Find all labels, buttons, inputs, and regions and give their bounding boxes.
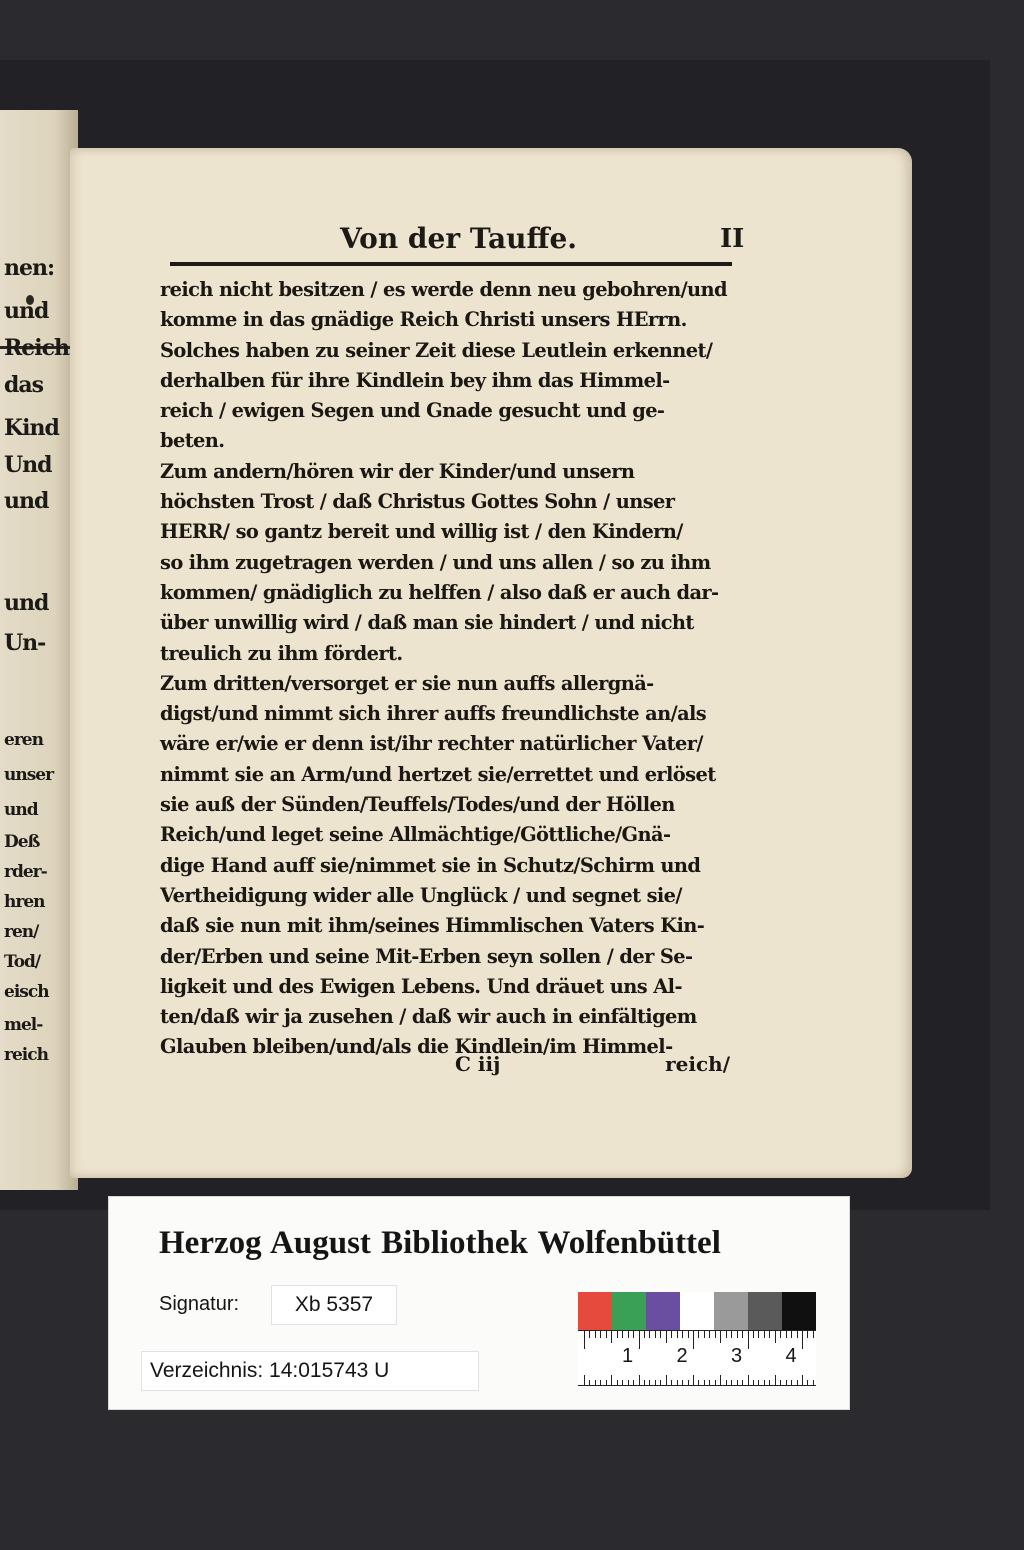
left-page-line: rder- xyxy=(4,862,47,882)
color-swatch xyxy=(782,1292,816,1332)
ruler-tick xyxy=(671,1331,672,1338)
ruler-tick xyxy=(720,1375,721,1385)
ruler-tick xyxy=(704,1380,705,1385)
text-line: nimmt sie an Arm/und hertzet sie/errettet und erlöset xyxy=(160,762,716,786)
ruler-tick xyxy=(791,1331,792,1338)
ruler-tick xyxy=(660,1331,661,1338)
ruler-tick xyxy=(649,1331,650,1338)
ruler-tick xyxy=(769,1380,770,1385)
ruler-tick xyxy=(677,1380,678,1385)
left-page-line: und xyxy=(4,590,49,616)
library-name: Herzog August Bibliothek Wolfenbüttel xyxy=(159,1225,721,1261)
left-page-line: Deß xyxy=(4,832,40,852)
ruler-tick xyxy=(611,1375,612,1385)
ruler-tick xyxy=(807,1380,808,1385)
text-line: komme in das gnädige Reich Christi unsers HErrn. xyxy=(160,308,687,332)
ruler-tick xyxy=(649,1380,650,1385)
left-page-line: hren xyxy=(4,892,45,912)
scale-number: 3 xyxy=(731,1345,743,1367)
ruler-tick xyxy=(628,1380,629,1385)
text-line: Zum andern/hören wir der Kinder/und unsern xyxy=(160,459,635,483)
scale-number: 2 xyxy=(676,1345,688,1367)
left-page-line: Kind xyxy=(4,415,59,441)
ruler-tick xyxy=(704,1331,705,1338)
ruler-tick xyxy=(709,1331,710,1338)
text-line: reich / ewigen Segen und Gnade gesucht und ge- xyxy=(160,399,665,423)
signature-mark: C iij xyxy=(455,1052,501,1076)
text-line: sie auß der Sünden/Teuffels/Todes/und der Höllen xyxy=(160,793,675,817)
color-swatch xyxy=(748,1292,782,1332)
ruler-tick xyxy=(807,1331,808,1338)
ruler-tick xyxy=(589,1331,590,1338)
ruler-tick xyxy=(693,1375,694,1385)
text-line: ten/daß wir ja zusehen / daß wir auch in einfältigem xyxy=(160,1005,697,1029)
text-line: digst/und nimmt sich ihrer auffs freundlichste an/als xyxy=(160,702,707,726)
ruler-tick xyxy=(742,1331,743,1338)
color-swatch xyxy=(612,1292,646,1332)
text-line: HERR/ so gantz bereit und willig ist / den Kindern/ xyxy=(160,520,683,544)
ruler-tick xyxy=(775,1331,776,1343)
ruler-tick xyxy=(595,1331,596,1338)
left-page-line: Un- xyxy=(4,630,46,656)
ruler-tick xyxy=(698,1331,699,1338)
text-line: dige Hand auff sie/nimmet sie in Schutz/Schirm und xyxy=(160,853,701,877)
ruler-tick xyxy=(633,1331,634,1338)
text-line: ligkeit und des Ewigen Lebens. Und dräuet uns Al- xyxy=(160,974,682,998)
ruler-tick xyxy=(797,1331,798,1338)
folio-number: II xyxy=(720,224,745,254)
ruler-tick xyxy=(595,1380,596,1385)
text-line: der/Erben und seine Mit-Erben seyn sollen / der Se- xyxy=(160,944,693,968)
ruler-tick xyxy=(644,1331,645,1338)
color-swatch xyxy=(578,1292,612,1332)
text-line: Glauben bleiben/und/als die Kindlein/im Himmel- xyxy=(160,1035,673,1059)
text-line: über unwillig wird / daß man sie hindert / und nicht xyxy=(160,611,694,635)
left-page-line: eisch xyxy=(4,982,49,1002)
ruler-tick xyxy=(698,1380,699,1385)
left-page-line: Reich xyxy=(4,335,70,361)
ruler-tick xyxy=(666,1331,667,1343)
ruler-tick xyxy=(606,1331,607,1338)
ruler-tick xyxy=(813,1331,814,1338)
ruler-tick xyxy=(748,1375,749,1385)
ruler-tick xyxy=(769,1331,770,1338)
text-line: Zum dritten/versorget er sie nun auffs allergnä- xyxy=(160,671,654,695)
ruler-tick xyxy=(813,1380,814,1385)
ruler-tick xyxy=(780,1380,781,1385)
ruler-tick xyxy=(775,1375,776,1385)
left-page-line: Und xyxy=(4,452,52,478)
ruler-tick xyxy=(802,1375,803,1385)
left-page-line: eren xyxy=(4,730,43,750)
left-page-line: und xyxy=(4,800,38,820)
ruler-tick xyxy=(639,1375,640,1385)
ruler-tick xyxy=(726,1380,727,1385)
ruler-tick xyxy=(600,1331,601,1338)
ruler-tick xyxy=(584,1331,585,1349)
text-line: wäre er/wie er denn ist/ihr rechter natürlicher Vater/ xyxy=(160,732,703,756)
ruler-tick xyxy=(753,1380,754,1385)
head-rule xyxy=(170,262,732,266)
ruler-tick xyxy=(617,1331,618,1338)
color-swatch xyxy=(680,1292,714,1332)
ruler-tick xyxy=(688,1380,689,1385)
ruler-tick xyxy=(584,1375,585,1385)
color-calibration-chart xyxy=(578,1292,816,1332)
ruler-tick xyxy=(600,1380,601,1385)
ruler-tick xyxy=(644,1380,645,1385)
text-line: reich nicht besitzen / es werde denn neu gebohren/und xyxy=(160,278,728,301)
signatur-value: Xb 5357 xyxy=(271,1285,397,1325)
color-swatch xyxy=(714,1292,748,1332)
text-line: treulich zu ihm fördert. xyxy=(160,641,403,665)
running-head: Von der Tauffe. xyxy=(340,222,578,255)
ruler-tick xyxy=(622,1380,623,1385)
scale-ruler xyxy=(578,1330,816,1386)
left-page-line: Tod/ xyxy=(4,952,41,972)
ruler-tick xyxy=(655,1331,656,1338)
ruler-tick xyxy=(742,1380,743,1385)
ruler-tick xyxy=(726,1331,727,1338)
ruler-tick xyxy=(666,1375,667,1385)
text-line: so ihm zugetragen werden / und uns allen / so zu ihm xyxy=(160,550,711,574)
ruler-tick xyxy=(688,1331,689,1338)
ruler-tick xyxy=(748,1331,749,1349)
ruler-tick xyxy=(731,1380,732,1385)
ruler-tick xyxy=(677,1331,678,1338)
ruler-tick xyxy=(737,1380,738,1385)
left-page-line: und xyxy=(4,298,49,324)
ruler-tick xyxy=(715,1331,716,1338)
page-body-text xyxy=(160,275,740,1063)
ruler-tick xyxy=(589,1380,590,1385)
text-line: derhalben für ihre Kindlein bey ihm das Himmel- xyxy=(160,368,670,392)
ruler-tick xyxy=(655,1380,656,1385)
ruler-tick xyxy=(682,1331,683,1338)
ruler-tick xyxy=(780,1331,781,1338)
ruler-tick xyxy=(633,1380,634,1385)
ruler-tick xyxy=(720,1331,721,1343)
text-line: Reich/und leget seine Allmächtige/Göttliche/Gnä- xyxy=(160,823,671,847)
ruler-tick xyxy=(753,1331,754,1338)
ruler-tick xyxy=(611,1331,612,1343)
text-line: kommen/ gnädiglich zu helffen / also daß er auch dar- xyxy=(160,580,719,604)
ruler-tick xyxy=(671,1380,672,1385)
scale-number: 1 xyxy=(622,1345,634,1367)
text-line: höchsten Trost / daß Christus Gottes Sohn / unser xyxy=(160,490,675,514)
ruler-tick xyxy=(758,1331,759,1338)
ruler-tick xyxy=(737,1331,738,1338)
left-page-line: mel- xyxy=(4,1015,43,1035)
ruler-tick xyxy=(617,1380,618,1385)
ruler-tick xyxy=(731,1331,732,1338)
left-page-line: das xyxy=(4,372,44,398)
left-page-line: unser xyxy=(4,765,54,785)
scale-number: 4 xyxy=(785,1345,797,1367)
left-page-line: ren/ xyxy=(4,922,39,942)
left-page-line: und xyxy=(4,488,49,514)
ruler-tick xyxy=(764,1331,765,1338)
ruler-tick xyxy=(709,1380,710,1385)
text-line: Vertheidigung wider alle Unglück / und segnet sie/ xyxy=(160,883,682,907)
left-page-line: reich xyxy=(4,1045,48,1065)
text-line: daß sie nun mit ihm/seines Himmlischen Vaters Kin- xyxy=(160,914,705,938)
ruler-tick xyxy=(715,1380,716,1385)
ruler-tick xyxy=(693,1331,694,1349)
color-swatch xyxy=(646,1292,680,1332)
ruler-tick xyxy=(622,1331,623,1338)
ruler-tick xyxy=(639,1331,640,1349)
ruler-tick xyxy=(791,1380,792,1385)
page-footer xyxy=(160,1052,740,1082)
ruler-tick xyxy=(628,1331,629,1338)
catchword: reich/ xyxy=(665,1052,730,1076)
ruler-tick xyxy=(797,1380,798,1385)
verzeichnis-value: Verzeichnis: 14:015743 U xyxy=(141,1351,479,1391)
ruler-tick xyxy=(606,1380,607,1385)
ruler-tick xyxy=(786,1380,787,1385)
ruler-tick xyxy=(682,1380,683,1385)
ruler-tick xyxy=(802,1331,803,1349)
left-page-line: nen: xyxy=(4,255,55,281)
signatur-label: Signatur: xyxy=(159,1293,240,1315)
ruler-tick xyxy=(764,1380,765,1385)
text-line: Solches haben zu seiner Zeit diese Leutlein erkennet/ xyxy=(160,338,713,362)
ruler-tick xyxy=(786,1331,787,1338)
ruler-tick xyxy=(660,1380,661,1385)
ruler-tick xyxy=(758,1380,759,1385)
left-facing-page xyxy=(0,110,78,1190)
text-line: beten. xyxy=(160,429,225,453)
